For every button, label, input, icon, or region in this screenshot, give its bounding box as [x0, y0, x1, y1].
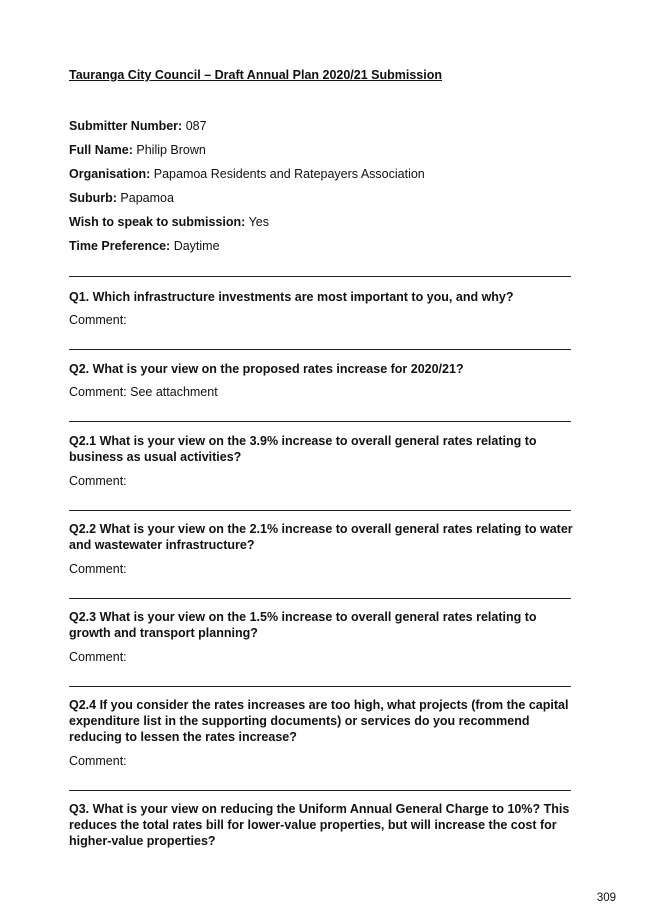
- section-divider: [69, 276, 571, 277]
- question-q1: Q1. Which infrastructure investments are most important to you, and why?: [69, 290, 514, 304]
- section-divider: [69, 510, 571, 511]
- suburb: [69, 191, 174, 205]
- section-divider: [69, 686, 571, 687]
- section-divider: [69, 421, 571, 422]
- field-label: Full Name:: [69, 143, 133, 157]
- organisation: [69, 167, 425, 181]
- comment-q2-4: Comment:: [69, 754, 127, 768]
- question-q2-4: Q2.4 If you consider the rates increases are too high, what projects (from the capital expenditure list in the supporting documents) or services do you recommend reducing to lessen the rates increase?: [69, 698, 569, 744]
- field-label: Organisation:: [69, 167, 151, 181]
- question-q2-1: Q2.1 What is your view on the 3.9% increase to overall general rates relating to business as usual activities?: [69, 434, 537, 464]
- submitter-number: [69, 119, 207, 133]
- page-number: 309: [596, 892, 616, 904]
- field-value: 087: [185, 119, 207, 133]
- comment-q2-3: Comment:: [69, 650, 127, 664]
- field-label: Submitter Number:: [69, 119, 183, 133]
- wish-to-speak: [69, 215, 269, 229]
- question-q2: Q2. What is your view on the proposed rates increase for 2020/21?: [69, 362, 464, 376]
- field-value: Philip Brown: [136, 143, 206, 157]
- document-title: Tauranga City Council – Draft Annual Plan 2020/21 Submission: [69, 68, 443, 82]
- question-q3: Q3. What is your view on reducing the Uniform Annual General Charge to 10%? This reduces the total rates bill for lower-value properties, but will increase the cost for higher-value properties?: [69, 802, 570, 848]
- field-value: Daytime: [173, 239, 220, 253]
- section-divider: [69, 349, 571, 350]
- section-divider: [69, 598, 571, 599]
- field-label: Suburb:: [69, 191, 117, 205]
- question-q2-2: Q2.2 What is your view on the 2.1% increase to overall general rates relating to water and wastewater infrastructure?: [69, 522, 573, 552]
- comment-q2-1: Comment:: [69, 474, 127, 488]
- field-value: Papamoa Residents and Ratepayers Association: [153, 167, 425, 181]
- field-label: Time Preference:: [69, 239, 171, 253]
- comment-q1: Comment:: [69, 313, 127, 327]
- field-label: Wish to speak to submission:: [69, 215, 246, 229]
- section-divider: [69, 790, 571, 791]
- comment-q2-2: Comment:: [69, 562, 127, 576]
- comment-q2: Comment: See attachment: [69, 385, 218, 399]
- field-value: Papamoa: [120, 191, 174, 205]
- full-name: [69, 143, 206, 157]
- time-preference: [69, 239, 220, 253]
- question-q2-3: Q2.3 What is your view on the 1.5% increase to overall general rates relating to growth and transport planning?: [69, 610, 537, 640]
- field-value: Yes: [248, 215, 269, 229]
